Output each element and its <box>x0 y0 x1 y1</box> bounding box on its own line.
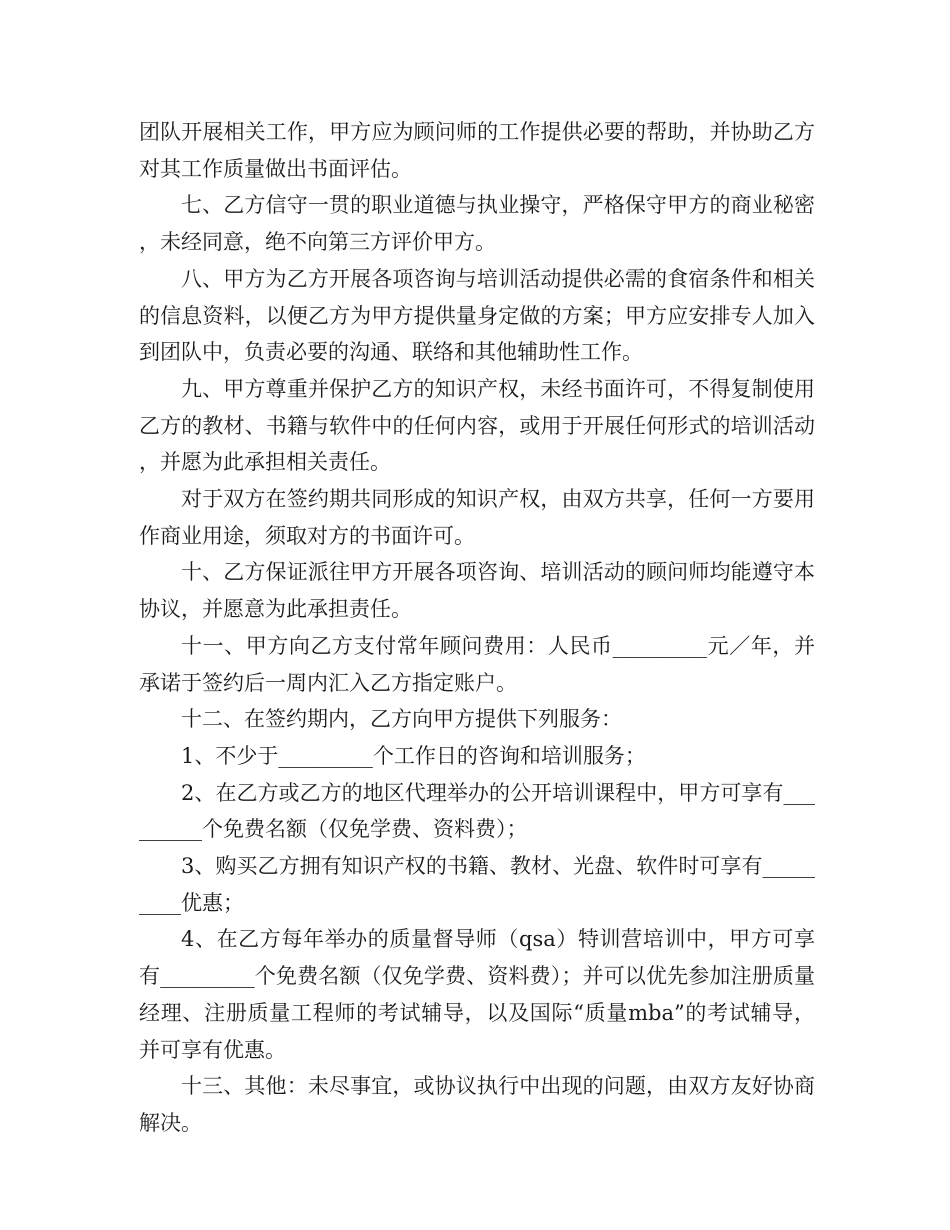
paragraph-service-3: 3、购买乙方拥有知识产权的书籍、教材、光盘、软件时可享有_________优惠； <box>139 854 815 915</box>
paragraph-service-2: 2、在乙方或乙方的地区代理举办的公开培训课程中，甲方可享有_________个免费名额（仅免学费、资料费）； <box>139 780 815 842</box>
document-body <box>139 114 815 1142</box>
paragraph-clause-9: 九、甲方尊重并保护乙方的知识产权，未经书面许可，不得复制使用乙方的教材、书籍与软件中的任何内容，或用于开展任何形式的培训活动，并愿为此承担相关责任。 <box>139 376 815 475</box>
paragraph-clause-10: 十、乙方保证派往甲方开展各项咨询、培训活动的顾问师均能遵守本协议，并愿意为此承担责任。 <box>139 560 815 622</box>
paragraph-service-1: 1、不少于_________个工作日的咨询和培训服务； <box>181 743 646 768</box>
paragraph-clause-13: 十三、其他：未尽事宜，或协议执行中出现的问题，由双方友好协商解决。 <box>139 1074 815 1135</box>
paragraph-clause-8: 八、甲方为乙方开展各项咨询与培训活动提供必需的食宿条件和相关的信息资料，以便乙方为甲方提供量身定做的方案；甲方应安排专人加入到团队中，负责必要的沟通、联络和其他辅助性工作。 <box>139 266 815 365</box>
paragraph-shared-ip: 对于双方在签约期共同形成的知识产权，由双方共享，任何一方要用作商业用途，须取对方的书面许可。 <box>139 487 815 548</box>
paragraph-service-4: 4、在乙方每年举办的质量督导师（qsa）特训营培训中，甲方可享有_________个免费名额（仅免学费、资料费）；并可以优先参加注册质量经理、注册质量工程师的考试辅导，以及国际“质量mba”的考试辅导，并可享有优惠。 <box>139 927 815 1062</box>
paragraph-clause-11: 十一、甲方向乙方支付常年顾问费用：人民币_________元／年，并承诺于签约后一周内汇入乙方指定账户。 <box>139 633 815 695</box>
paragraph-clause-7: 七、乙方信守一贯的职业道德与执业操守，严格保守甲方的商业秘密，未经同意，绝不向第三方评价甲方。 <box>139 193 815 255</box>
paragraph-continuation: 团队开展相关工作，甲方应为顾问师的工作提供必要的帮助，并协助乙方对其工作质量做出书面评估。 <box>139 120 815 181</box>
paragraph-clause-12: 十二、在签约期内，乙方向甲方提供下列服务： <box>181 707 622 732</box>
